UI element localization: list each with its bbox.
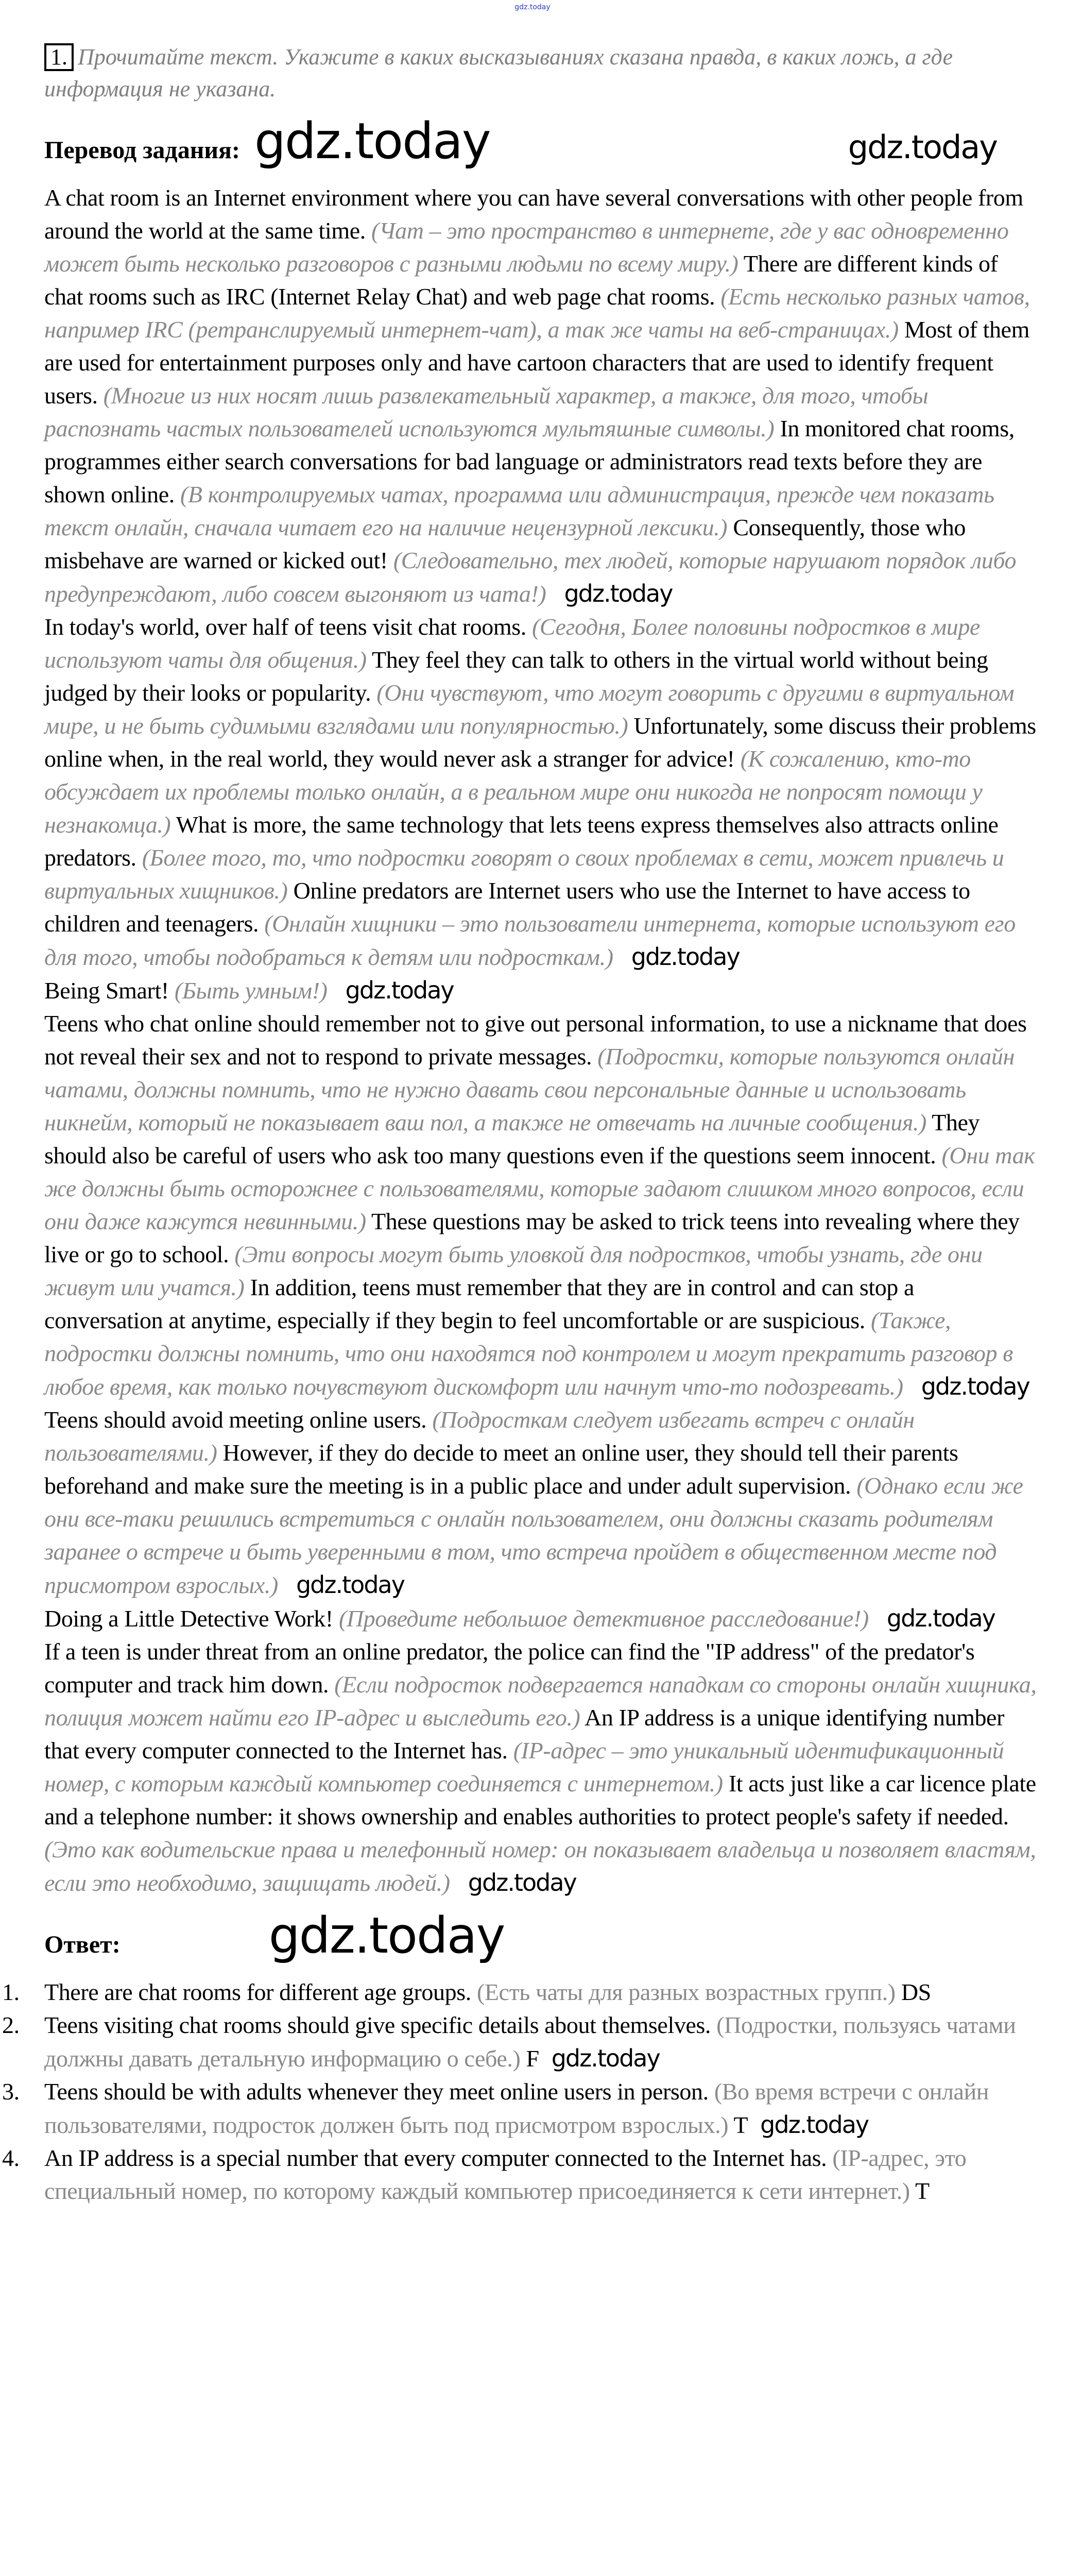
answer-statement: Teens visiting chat rooms should give specific details about themselves.: [44, 2012, 711, 2038]
answer-item: [2, 2142, 1038, 2208]
gdz-watermark: gdz.today: [886, 1604, 995, 1632]
text-paragraphs: [44, 181, 1038, 1900]
paragraph: [44, 1602, 1038, 1635]
english-sentence: A chat room is an Internet environment where you can have several conversations with other people from around the world at the same time.: [44, 184, 1023, 244]
gdz-watermark: gdz.today: [848, 128, 997, 166]
answer-number: 2.: [2, 2012, 20, 2038]
english-sentence: Most of them are used for entertainment purposes only and have cartoon characters that are used to identify frequent users.: [44, 316, 1029, 409]
task-text: Прочитайте текст. Укажите в каких высказываниях сказана правда, в каких ложь, а где информация не указана.: [44, 44, 953, 101]
english-sentence: However, if they do decide to meet an online user, they should tell their parents beforehand and make sure the meeting is in a public place and under adult supervision.: [44, 1439, 958, 1499]
paragraph: [44, 611, 1038, 974]
english-sentence: In addition, teens must remember that they are in control and can stop a conversation at anytime, especially if they begin to feel uncomfortable or are suspicious.: [44, 1274, 915, 1333]
answer-verdict: F: [526, 2045, 539, 2072]
gdz-watermark: gdz.today: [296, 1571, 404, 1599]
answer-number: 1.: [2, 1979, 20, 2005]
paragraph: [44, 974, 1038, 1007]
answer-verdict: T: [733, 2112, 748, 2138]
russian-translation: (Эти вопросы могут быть уловкой для подростков, чтобы узнать, где они живут или учатся.): [44, 1241, 983, 1300]
russian-translation: (Сегодня, Более половины подростков в мире используют чаты для общения.): [44, 614, 980, 673]
russian-translation: (Чат – это пространство в интернете, где у вас одновременно может быть несколько разговоров с разными людьми по всему миру.): [44, 217, 1009, 277]
english-sentence: If a teen is under threat from an online predator, the police can find the "IP address" of the predator's computer and track him down.: [44, 1638, 975, 1698]
russian-translation: (Есть несколько разных чатов, например IRC (ретранслируемый интернет-чат), а так же чаты на веб-страницах.): [44, 283, 1030, 343]
answer-translation: (IP-адрес, это специальный номер, по которому каждый компьютер присоединяется к сети интернет.): [44, 2145, 967, 2204]
russian-translation: (К сожалению, кто-то обсуждает их проблемы только онлайн, а в реальном мире они никогда не попросят помощи у незнакомца.): [44, 745, 983, 838]
answer-heading: Ответ:: [44, 1931, 121, 1958]
gdz-watermark: gdz.today: [254, 112, 490, 170]
english-sentence: It acts just like a car licence plate and a telephone number: it shows ownership and enables authorities to protect people's safety if needed.: [44, 1770, 1036, 1829]
english-sentence: Unfortunately, some discuss their problems online when, in the real world, they would never ask a stranger for advice!: [44, 713, 1036, 772]
answer-translation: (Подростки, пользуясь чатами должны давать детальную информацию о себе.): [44, 2012, 1016, 2072]
english-sentence: In today's world, over half of teens visit chat rooms.: [44, 614, 526, 640]
answer-number: 3.: [2, 2078, 20, 2105]
russian-translation: (Если подросток подвергается нападкам со стороны онлайн хищника, полиция может найти его IP-адрес и выследить его.): [44, 1671, 1037, 1731]
paragraph: [44, 181, 1038, 611]
answer-verdict: DS: [901, 1979, 931, 2005]
russian-translation: (В контролируемых чатах, программа или администрация, прежде чем показать текст онлайн, сначала читает его на наличие нецензурной лексики.): [44, 481, 994, 540]
answer-number: 4.: [2, 2145, 20, 2171]
answer-item: [2, 2009, 1038, 2075]
english-sentence: An IP address is a unique identifying number that every computer connected to the Internet has.: [44, 1704, 1004, 1764]
paragraph: [44, 1403, 1038, 1602]
english-sentence: Being Smart!: [44, 977, 169, 1004]
russian-translation: (IP-адрес – это уникальный идентификационный номер, с которым каждый компьютер соединяется с интернетом.): [44, 1737, 1004, 1797]
document-body: [2, 41, 1038, 2218]
english-sentence: Online predators are Internet users who use the Internet to have access to children and teenagers.: [44, 877, 970, 937]
russian-translation: (Подросткам следует избегать встреч с онлайн пользователями.): [44, 1406, 915, 1466]
gdz-watermark: gdz.today: [564, 580, 673, 607]
answer-item: [2, 1976, 1038, 2009]
english-sentence: In monitored chat rooms, programmes either search conversations for bad language or administrators read texts before they are shown online.: [44, 415, 1015, 507]
russian-translation: (Они чувствуют, что могут говорить с другими в виртуальном мире, и не быть судимыми взглядами или популярностью.): [44, 680, 1015, 739]
gdz-watermark: gdz.today: [468, 1869, 576, 1896]
english-sentence: Doing a Little Detective Work!: [44, 1605, 333, 1632]
russian-translation: (Это как водительские права и телефонный номер: он показывает владельца и позволяет властям, если это необходимо, защищать людей.): [44, 1836, 1036, 1896]
russian-translation: (Подростки, которые пользуются онлайн чатами, должны помнить, что не нужно давать свои персональные данные и использовать никнейм, который не показывает ваш пол, а также не отвечать на личные сообщения.): [44, 1043, 1015, 1136]
english-sentence: Consequently, those who misbehave are warned or kicked out!: [44, 514, 966, 573]
gdz-watermark: gdz.today: [268, 1907, 505, 1964]
answer-item: [2, 2075, 1038, 2142]
english-sentence: They feel they can talk to others in the virtual world without being judged by their looks or popularity.: [44, 647, 988, 706]
gdz-watermark: gdz.today: [760, 2111, 869, 2139]
top-watermark: gdz.today: [514, 3, 551, 11]
russian-translation: (Проведите небольшое детективное расследование!): [338, 1605, 869, 1632]
russian-translation: (Они так же должны быть осторожнее с пользователями, которые задают слишком много вопросов, если они даже кажутся невинными.): [44, 1142, 1035, 1234]
answer-statement: There are chat rooms for different age groups.: [44, 1979, 471, 2005]
translation-heading: Перевод задания:: [44, 137, 240, 164]
gdz-watermark: gdz.today: [345, 976, 454, 1004]
english-sentence: There are different kinds of chat rooms such as IRC (Internet Relay Chat) and web page chat rooms.: [44, 250, 998, 310]
answer-statement: An IP address is a special number that every computer connected to the Internet has.: [44, 2145, 827, 2171]
english-sentence: What is more, the same technology that lets teens express themselves also attracts online predators.: [44, 811, 999, 871]
russian-translation: (Многие из них носят лишь развлекательный характер, а также, для того, чтобы распознать частых пользователей используются мультяшные символы.): [44, 382, 929, 442]
answer-translation: (Во время встречи с онлайн пользователями, подросток должен быть под присмотром взрослых.): [44, 2078, 989, 2138]
paragraph: [44, 1635, 1038, 1900]
english-sentence: Teens who chat online should remember not to give out personal information, to use a nickname that does not reveal their sex and not to respond to private messages.: [44, 1010, 1027, 1070]
task-instruction: [44, 41, 1038, 105]
gdz-watermark: gdz.today: [551, 2044, 660, 2072]
english-sentence: They should also be careful of users who ask too many questions even if the questions seem innocent.: [44, 1109, 980, 1168]
english-sentence: These questions may be asked to trick teens into revealing where they live or go to school.: [44, 1208, 1020, 1267]
english-sentence: Teens should avoid meeting online users.: [44, 1406, 427, 1433]
gdz-watermark: gdz.today: [921, 1372, 1029, 1400]
answer-list: [2, 1976, 1038, 2208]
answer-statement: Teens should be with adults whenever they meet online users in person.: [44, 2078, 709, 2105]
russian-translation: (Также, подростки должны помнить, что они находятся под контролем и могут прекратить разговор в любое время, как только почувствуют дискомфорт или начнут что-то подозревать.): [44, 1307, 1013, 1400]
answer-verdict: T: [915, 2178, 930, 2204]
russian-translation: (Быть умным!): [174, 977, 328, 1004]
russian-translation: (Однако если же они все-таки решились встретиться с онлайн пользователем, они должны сказать родителям заранее о встрече и быть уверенными в том, что встреча пройдет в общественном месте под присмотром взрослых.): [44, 1472, 1023, 1598]
answer-heading-row: [44, 1907, 1038, 1971]
answer-translation: (Есть чаты для разных возрастных групп.): [476, 1979, 896, 2005]
paragraph: [44, 1007, 1038, 1403]
russian-translation: (Следовательно, тех людей, которые нарушают порядок либо предупреждают, либо совсем выгоняют из чата!): [44, 547, 1017, 607]
gdz-watermark: gdz.today: [631, 943, 740, 971]
translation-heading-row: [44, 112, 1038, 176]
russian-translation: (Онлайн хищники – это пользователи интернета, которые используют его для того, чтобы подобраться к детям или подросткам.): [44, 910, 1016, 970]
russian-translation: (Более того, то, что подростки говорят о своих проблемах в сети, может привлечь и виртуальных хищников.): [44, 844, 1004, 904]
task-number: 1.: [44, 43, 74, 71]
